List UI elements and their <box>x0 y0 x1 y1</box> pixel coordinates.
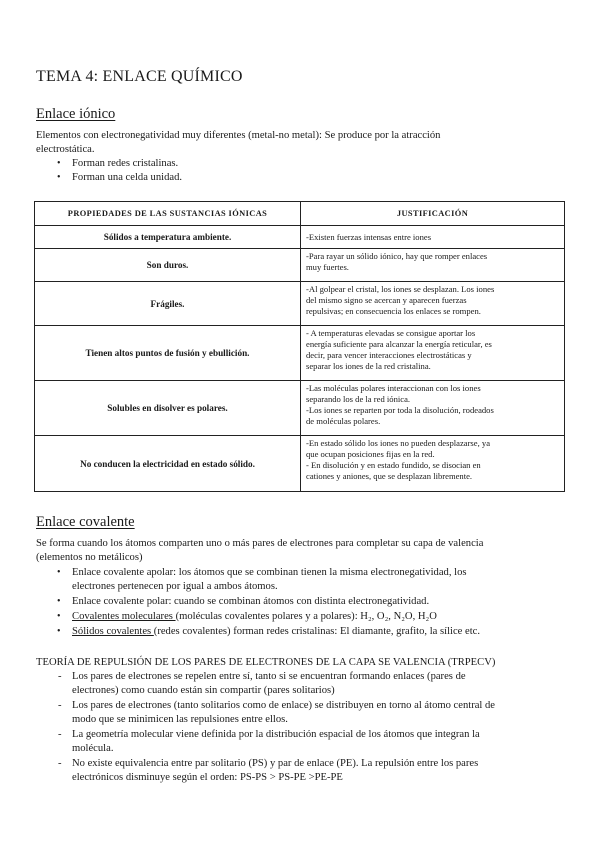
list-item-line: - Los pares de electrones se repelen entre sí, tanto si se encuentran formando enlaces (pares de <box>72 671 466 682</box>
property-cell: No conducen la electricidad en estado sólido. <box>35 436 301 492</box>
ionic-intro-line: electrostática. <box>36 144 95 155</box>
justification-line: -Los iones se reparten por toda la disolución, rodeados <box>306 405 494 415</box>
list-item-line: Enlace covalente polar: cuando se combinan átomos con distinta electronegatividad. <box>72 596 430 607</box>
justification-line: -En estado sólido los iones no pueden desplazarse, ya <box>306 438 491 448</box>
covalent-heading: Enlace covalente <box>36 514 135 530</box>
justification-line: decir, para vencer interacciones electrostáticas y <box>306 350 472 360</box>
list-item-line: electrones pertenecen por igual a ambos átomos. <box>72 581 278 592</box>
justification-line: de moléculas polares. <box>306 416 381 426</box>
table-header-property: PROPIEDADES DE LAS SUSTANCIAS IÓNICAS <box>35 202 301 226</box>
justification-line: del mismo signo se acercan y aparecen fuerzas <box>306 295 467 305</box>
table-row <box>35 326 565 381</box>
property-cell: Solubles en disolver es polares. <box>35 381 301 436</box>
property-cell: Tienen altos puntos de fusión y ebullición. <box>35 326 301 381</box>
property-cell: Sólidos a temperatura ambiente. <box>35 226 301 249</box>
list-item <box>36 699 566 727</box>
ionic-bullets <box>36 157 182 185</box>
justification-line: -Existen fuerzas intensas entre iones <box>306 231 432 242</box>
list-item: • Forman una celda unidad. <box>36 171 182 185</box>
justification-line: separar los iones de la red cristalina. <box>306 361 431 371</box>
list-item: • Forman redes cristalinas. <box>36 157 182 171</box>
list-item <box>36 625 566 639</box>
list-item <box>36 610 566 624</box>
page-title: TEMA 4: ENLACE QUÍMICO <box>36 68 243 85</box>
list-item <box>36 595 566 609</box>
justification-cell <box>301 381 565 436</box>
ionic-properties-table <box>34 201 565 492</box>
list-item <box>36 670 566 698</box>
table-row <box>35 381 565 436</box>
list-item-line: (redes covalentes) forman redes cristalinas: El diamante, grafito, la sílice etc. <box>153 626 481 637</box>
table-row <box>35 249 565 282</box>
list-item <box>36 757 566 785</box>
justification-line: repulsivas; en consecuencia los enlaces se rompen. <box>306 306 481 316</box>
list-item-line: - Los pares de electrones (tanto solitarios como de enlace) se distribuyen en torno al átomo central de <box>72 700 496 711</box>
table-header-justification: JUSTIFICACIÓN <box>301 202 565 226</box>
list-item <box>36 728 566 756</box>
justification-cell <box>301 282 565 326</box>
property-cell: Son duros. <box>35 249 301 282</box>
trpecv-list <box>36 670 566 786</box>
trpecv-heading: TEORÍA DE REPULSIÓN DE LOS PARES DE ELECTRONES DE LA CAPA SE VALENCIA (TRPECV) <box>36 657 496 668</box>
justification-cell <box>301 326 565 381</box>
list-item-line: electrones) como cuando están sin compartir (pares solitarios) <box>72 685 335 696</box>
covalent-bullets <box>36 566 566 639</box>
list-item-line: modo que se minimicen las repulsiones entre ellos. <box>72 714 288 725</box>
covalent-intro-line: (elementos no metálicos) <box>36 552 143 563</box>
table-header-row <box>35 202 565 226</box>
justification-line: muy fuertes. <box>306 262 349 272</box>
list-item-line: (moléculas covalentes polares y a polares): H₂, O₂, N₂O, H₂O <box>175 611 437 622</box>
list-item <box>36 566 566 594</box>
justification-line: -Al golpear el cristal, los iones se desplazan. Los iones <box>306 284 495 294</box>
table-row <box>35 436 565 492</box>
list-item-line: - No existe equivalencia entre par solitario (PS) y par de enlace (PE). La repulsión entre los pares <box>72 758 479 769</box>
justification-line: - En disolución y en estado fundido, se disocian en <box>306 460 481 470</box>
list-item-line: electrónicos disminuye según el orden: PS-PS > PS-PE >PE-PE <box>72 772 343 783</box>
ionic-heading: Enlace iónico <box>36 106 116 122</box>
justification-line: -Las moléculas polares interaccionan con los iones <box>306 383 481 393</box>
justification-cell <box>301 226 565 249</box>
property-cell: Frágiles. <box>35 282 301 326</box>
table-row <box>35 226 565 249</box>
list-item-lead: Covalentes moleculares <box>72 611 176 622</box>
covalent-intro <box>36 537 566 565</box>
justification-line: separando los de la red iónica. <box>306 394 411 404</box>
table-row <box>35 282 565 326</box>
justification-cell <box>301 436 565 492</box>
justification-line: que ocupan posiciones fijas en la red. <box>306 449 435 459</box>
ionic-intro-line: Elementos con electronegatividad muy diferentes (metal-no metal): Se produce por la atracción <box>36 130 441 141</box>
justification-cell <box>301 249 565 282</box>
list-item-line: molécula. <box>72 743 114 754</box>
list-item-line: - La geometría molecular viene definida por la distribución espacial de los átomos que integran la <box>72 729 480 740</box>
list-item-lead: Sólidos covalentes <box>72 626 154 637</box>
justification-line: - A temperaturas elevadas se consigue aportar los <box>306 328 476 338</box>
list-item-line: • Enlace covalente apolar: los átomos que se combinan tienen la misma electronegatividad, los <box>72 567 467 578</box>
ionic-intro <box>36 129 566 157</box>
covalent-intro-line: Se forma cuando los átomos comparten uno o más pares de electrones para completar su capa de valencia <box>36 538 484 549</box>
justification-line: cationes y aniones, que se desplazan libremente. <box>306 471 473 481</box>
justification-line: energía suficiente para alcanzar la energía reticular, es <box>306 339 492 349</box>
justification-line: -Para rayar un sólido iónico, hay que romper enlaces <box>306 251 488 261</box>
